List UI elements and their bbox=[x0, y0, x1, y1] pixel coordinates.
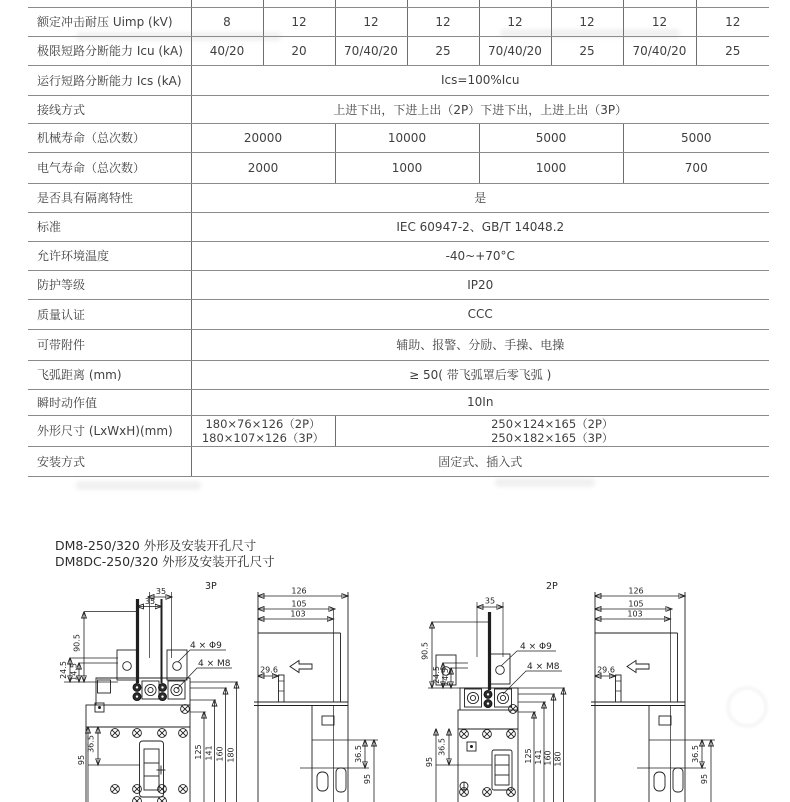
drawing-3p bbox=[59, 581, 378, 802]
callout-thread: 4 × M8 bbox=[527, 662, 560, 672]
spec-row-label: 极限短路分断能力 Icu (kA) bbox=[28, 36, 191, 65]
spec-value-cell: 是 bbox=[191, 183, 769, 212]
spec-value-cell: 12 bbox=[623, 7, 696, 36]
spec-row-label bbox=[28, 0, 191, 7]
spec-row-label: 允许环境温度 bbox=[28, 241, 191, 270]
spec-value-cell: 5000 bbox=[623, 123, 769, 152]
spec-value-cell: 1000 bbox=[479, 152, 623, 183]
spec-value-cell: 2000 bbox=[191, 152, 335, 183]
spec-value-cell: Ics=100%Icu bbox=[191, 65, 769, 95]
table-row bbox=[28, 183, 769, 212]
callout-holes: 4 × Φ9 bbox=[190, 641, 222, 651]
dim-29-6: 29.6 bbox=[597, 665, 615, 675]
spec-row-label: 标准 bbox=[28, 212, 191, 241]
spec-value-cell: 12 bbox=[263, 7, 335, 36]
terminal-stud bbox=[484, 690, 492, 707]
spec-value-cell bbox=[191, 415, 335, 446]
table-row bbox=[28, 65, 769, 95]
handle-side bbox=[616, 675, 622, 702]
spec-value-cell bbox=[335, 415, 769, 446]
spec-row-label: 瞬时动作值 bbox=[28, 389, 191, 415]
terminal-pad bbox=[142, 681, 159, 699]
dim-103: 103 bbox=[290, 609, 306, 619]
spec-row-label: 额定冲击耐压 Uimp (kV) bbox=[28, 7, 191, 36]
dim-125: 125 bbox=[194, 744, 203, 760]
drawing-2p-label: 2P bbox=[546, 581, 558, 592]
spec-value-cell: IP20 bbox=[191, 270, 769, 299]
dim-35: 35 bbox=[155, 587, 167, 596]
dim-141: 141 bbox=[204, 745, 214, 761]
drawing-3p-label: 3P bbox=[205, 581, 217, 592]
mount-bracket bbox=[117, 650, 137, 680]
direction-arrow-icon bbox=[627, 661, 649, 673]
terminal-pad bbox=[495, 689, 512, 707]
dim-105: 105 bbox=[291, 599, 307, 609]
spec-value-cell: 40/20 bbox=[191, 36, 263, 65]
spec-row-label: 接线方式 bbox=[28, 95, 191, 123]
spec-row-label: 安装方式 bbox=[28, 446, 191, 476]
table-row bbox=[28, 415, 769, 446]
dim-90-5: 90.5 bbox=[72, 634, 82, 652]
dim-35: 35 bbox=[484, 596, 496, 606]
dim-90-5: 90.5 bbox=[420, 642, 430, 660]
table-row bbox=[28, 360, 769, 389]
dim-14-5: 14.5 bbox=[441, 668, 450, 686]
table-row bbox=[28, 123, 769, 152]
dim-95: 95 bbox=[700, 773, 709, 785]
spec-row-label: 飞弧距离 (mm) bbox=[28, 360, 191, 389]
dim-105: 105 bbox=[628, 599, 644, 609]
callout-holes: 4 × Φ9 bbox=[520, 642, 552, 652]
watermark-streak bbox=[500, 29, 680, 38]
dim-35: 35 bbox=[144, 597, 156, 606]
dim-126: 126 bbox=[628, 586, 644, 596]
spec-value-cell: 10000 bbox=[335, 123, 479, 152]
spec-value-cell: 12 bbox=[407, 7, 479, 36]
drawing-2p bbox=[421, 581, 716, 802]
dim-3p: 180×107×126（3P） bbox=[201, 430, 325, 445]
spec-value-cell: IEC 60947-2、GB/T 14048.2 bbox=[191, 212, 769, 241]
section-title-line2: DM8DC-250/320 外形及安装开孔尺寸 bbox=[55, 554, 275, 569]
spec-table bbox=[28, 0, 769, 477]
mount-bracket bbox=[167, 650, 187, 680]
dim-160: 160 bbox=[543, 750, 553, 766]
dim-103: 103 bbox=[627, 609, 643, 619]
spec-value-cell: 70/40/20 bbox=[479, 36, 551, 65]
dim-180: 180 bbox=[553, 751, 563, 767]
spec-value-cell: 10In bbox=[191, 389, 769, 415]
handle-side bbox=[279, 675, 285, 702]
table-row bbox=[28, 95, 769, 123]
dim-24-5: 24.5 bbox=[432, 666, 441, 684]
callout-thread: 4 × M8 bbox=[198, 659, 231, 669]
table-row bbox=[28, 329, 769, 360]
spec-row-label: 运行短路分断能力 Ics (kA) bbox=[28, 65, 191, 95]
dim-36-5: 36.5 bbox=[691, 745, 700, 763]
spec-value-cell: CCC bbox=[191, 299, 769, 329]
dim-125: 125 bbox=[524, 748, 533, 764]
spec-value-cell: -40~+70°C bbox=[191, 241, 769, 270]
spec-value-cell: 1000 bbox=[335, 152, 479, 183]
section-title bbox=[55, 538, 275, 570]
spec-value-cell: 25 bbox=[407, 36, 479, 65]
section-title-line1: DM8-250/320 外形及安装开孔尺寸 bbox=[55, 538, 257, 553]
spec-value-cell: 70/40/20 bbox=[623, 36, 696, 65]
spec-value-cell: 12 bbox=[479, 7, 551, 36]
spec-value-cell: 700 bbox=[623, 152, 769, 183]
spec-value-cell: 20000 bbox=[191, 123, 335, 152]
spec-row-label: 可带附件 bbox=[28, 329, 191, 360]
spec-cell bbox=[191, 0, 263, 7]
spec-value-cell: 辅助、报警、分励、手操、电操 bbox=[191, 329, 769, 360]
table-row bbox=[28, 212, 769, 241]
spec-value-cell: 12 bbox=[551, 7, 623, 36]
dim-3p: 250×182×165（3P） bbox=[491, 430, 614, 445]
spec-value-cell: 8 bbox=[191, 7, 263, 36]
watermark-streak bbox=[495, 478, 595, 487]
dim-180: 180 bbox=[226, 747, 236, 763]
mount-bracket bbox=[490, 654, 510, 684]
spec-value-cell: 固定式、插入式 bbox=[191, 446, 769, 476]
spec-row-label: 电气寿命（总次数） bbox=[28, 152, 191, 183]
dim-36-5: 36.5 bbox=[354, 745, 363, 763]
dim-2p: 180×76×126（2P） bbox=[205, 416, 321, 431]
spec-value-cell: 12 bbox=[696, 7, 769, 36]
spec-value-cell: 25 bbox=[696, 36, 769, 65]
spec-row-label: 外形尺寸 (LxWxH)(mm) bbox=[28, 415, 191, 446]
spec-value-cell: 12 bbox=[335, 7, 407, 36]
dim-24-5: 24.5 bbox=[59, 661, 68, 679]
dimension-drawings bbox=[0, 573, 790, 802]
table-row bbox=[28, 389, 769, 415]
spec-row-label: 机械寿命（总次数） bbox=[28, 123, 191, 152]
watermark-streak bbox=[76, 481, 201, 490]
table-row bbox=[28, 270, 769, 299]
dim-36-5: 36.5 bbox=[86, 735, 96, 753]
spec-value-cell: 70/40/20 bbox=[335, 36, 407, 65]
spec-value-cell: ≥ 50( 带飞弧罩后零飞弧 ) bbox=[191, 360, 769, 389]
terminal-stud bbox=[133, 683, 141, 700]
watermark-streak bbox=[76, 32, 281, 41]
spec-value-cell: 5000 bbox=[479, 123, 623, 152]
dim-14-5: 14.5 bbox=[69, 663, 79, 681]
spec-row-label: 防护等级 bbox=[28, 270, 191, 299]
spec-value-cell: 上进下出，下进上出（2P）下进下出，上进上出（3P） bbox=[191, 95, 769, 123]
spec-value-cell: 25 bbox=[551, 36, 623, 65]
dim-95: 95 bbox=[77, 754, 86, 766]
table-row-cropped bbox=[28, 0, 769, 7]
spec-row-label: 质量认证 bbox=[28, 299, 191, 329]
dim-95: 95 bbox=[425, 756, 434, 768]
terminal-pad bbox=[465, 689, 482, 707]
dim-29-6: 29.6 bbox=[260, 665, 278, 675]
dim-2p: 250×124×165（2P） bbox=[491, 416, 614, 431]
terminal-stud bbox=[159, 683, 167, 700]
dim-141: 141 bbox=[534, 749, 543, 765]
dim-126: 126 bbox=[291, 586, 307, 596]
spec-row-label: 是否具有隔离特性 bbox=[28, 183, 191, 212]
table-row bbox=[28, 299, 769, 329]
spec-value-cell: 20 bbox=[263, 36, 335, 65]
table-row bbox=[28, 446, 769, 476]
table-row bbox=[28, 241, 769, 270]
direction-arrow-icon bbox=[290, 661, 312, 673]
dim-160: 160 bbox=[215, 746, 225, 762]
dim-36-5: 36.5 bbox=[437, 738, 447, 756]
table-row bbox=[28, 152, 769, 183]
dim-95: 95 bbox=[363, 773, 372, 785]
